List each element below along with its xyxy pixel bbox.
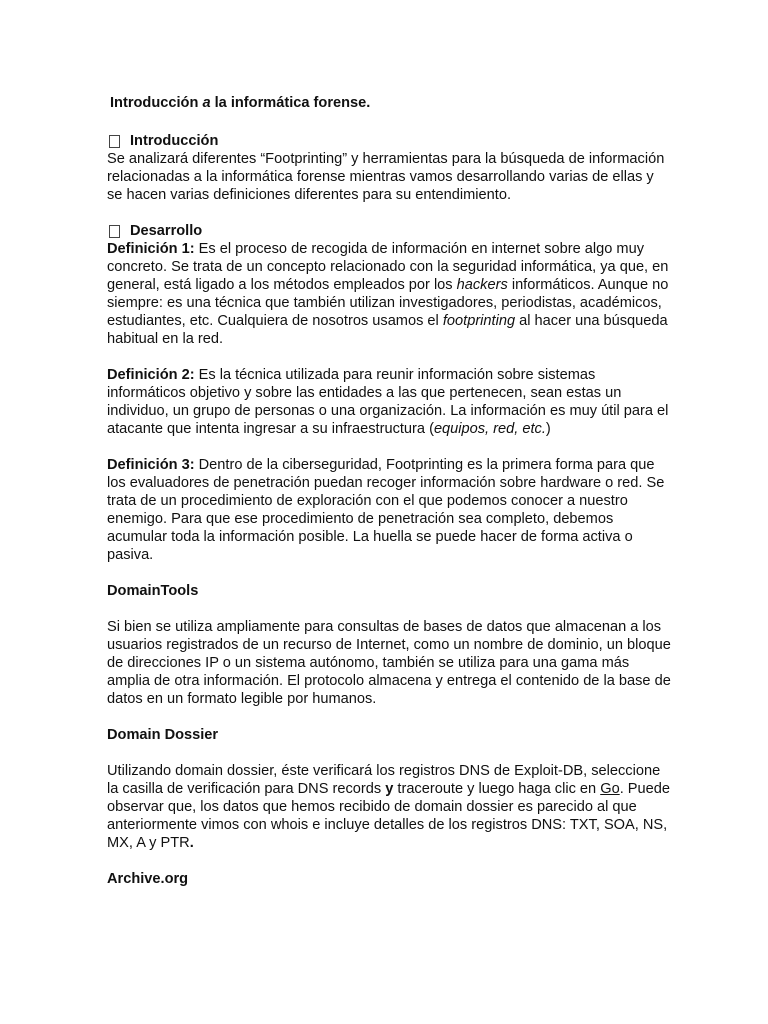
definition-1-hackers: hackers [456,277,508,293]
definition-3-text: Dentro de la ciberseguridad, Footprinting es la primera forma para que los evaluadores de penetración puedan recoger información sobre hardware o red. Se trata de un procedimiento de exploración con el que podemos conocer a nuestro enemigo. Para que ese procedimiento de penetración sea completo, debemos acumular toda la información posible. La huella se puede hacer de forma activa o pasiva. [107,457,665,563]
definition-2-text-b: ) [545,421,551,437]
definition-1-label: Definición 1: [107,241,195,257]
domain-dossier-paragraph [107,762,672,852]
domain-dossier-heading: Domain Dossier [107,727,219,743]
dossier-dot: . [189,835,194,851]
definition-2-label: Definición 2: [107,367,195,383]
title-part2: a [202,95,211,111]
definition-1-footprinting: footprinting [442,313,516,329]
definition-1-text-c: al hacer una búsqueda habitual en la red. [107,313,668,347]
domaintools-heading: DomainTools [107,583,199,599]
dossier-go: Go [600,781,620,797]
dossier-text-c: . Puede observar que, los datos que hemos recibido de domain dossier es parecido al que anteriormente vimos con whois e incluye detalles de los registros DNS: TXT, SOA, NS, MX, A y PTR [107,781,670,851]
bullet-box-icon [109,225,120,238]
definition-3-paragraph [107,456,672,564]
definition-2-italic: equipos, red, etc. [433,421,546,437]
bullet-box-icon [109,135,120,148]
intro-paragraph: Se analizará diferentes “Footprinting” y herramientas para la búsqueda de información relacionadas a la informática forense mientras vamos desarrollando varias de ellas y se hacen varias definiciones diferentes para su entendimiento. [107,151,665,203]
dossier-y: y [385,781,394,797]
desarrollo-heading-label: Desarrollo [130,223,203,239]
definition-2-text-a: Es la técnica utilizada para reunir información sobre sistemas informáticos objetivo y sobre las entidades a las que pertenecen, sean estas un individuo, un grupo de personas o una organización. La información es muy útil para el atacante que intenta ingresar a su infraestructura ( [107,367,669,437]
intro-heading [107,132,672,150]
definition-3-label: Definición 3: [107,457,195,473]
document-title [110,94,672,112]
dossier-text-a: Utilizando domain dossier, éste verificará los registros DNS de Exploit-DB, seleccione la casilla de verificación para DNS records [107,763,661,797]
desarrollo-heading [107,222,672,240]
definition-1-text-b: informáticos. Aunque no siempre: es una técnica que también utilizan investigadores, periodistas, académicos, estudiantes, etc. Cualquiera de nosotros usamos el [107,277,669,329]
archive-heading: Archive.org [107,871,189,887]
dossier-text-b: traceroute y luego haga clic en [393,781,601,797]
title-part1: Introducción [110,95,203,111]
definition-1-paragraph [107,240,672,348]
domaintools-paragraph: Si bien se utiliza ampliamente para consultas de bases de datos que almacenan a los usuarios registrados de un recurso de Internet, como un nombre de dominio, un bloque de direcciones IP o un sistema autónomo, también se utiliza para una gama más amplia de otra información. El protocolo almacena y entrega el contenido de la base de datos en un formato legible por humanos. [107,619,671,707]
definition-2-paragraph [107,366,672,438]
document-body [107,94,672,888]
definition-1-text-a: Es el proceso de recogida de información en internet sobre algo muy concreto. Se trata de un concepto relacionado con la seguridad informática, ya que, en general, está ligado a los métodos empleados por los [107,241,669,293]
title-part3: la informática forense. [210,95,371,111]
intro-heading-label: Introducción [130,133,219,149]
